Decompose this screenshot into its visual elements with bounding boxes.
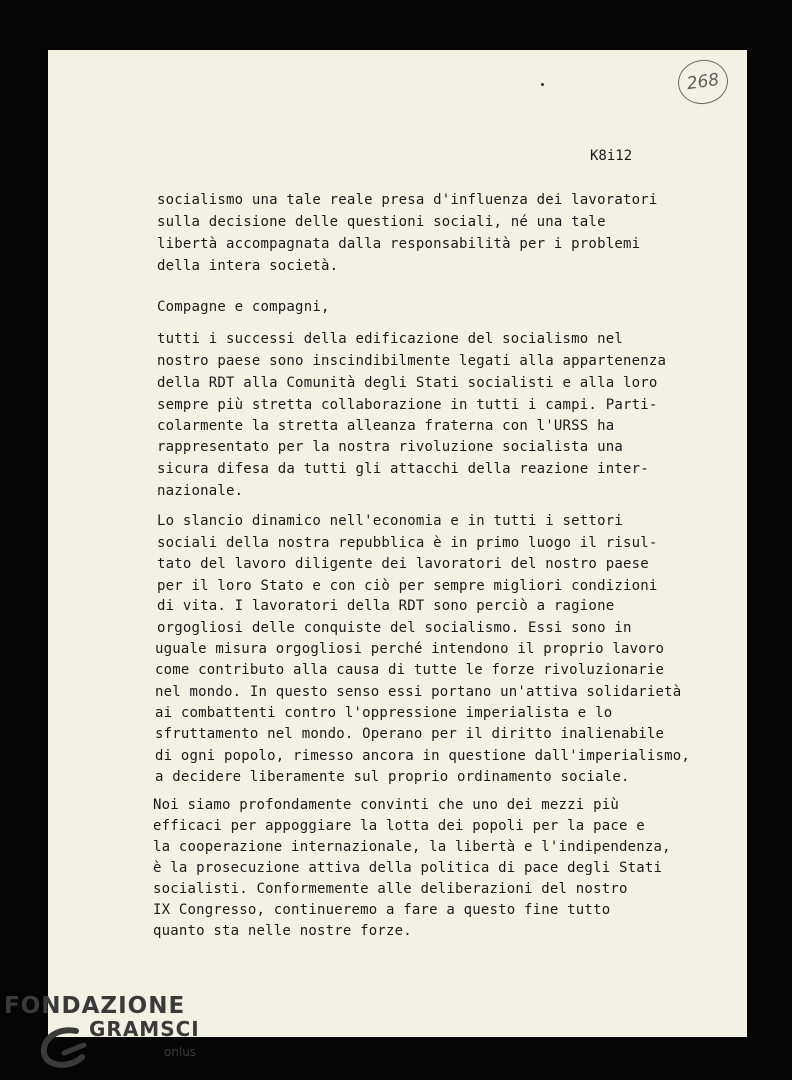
text-line: Compagne e compagni, [157, 299, 330, 315]
text-line: tutti i successi della edificazione del socialismo nel [157, 331, 623, 347]
fondazione-gramsci-watermark [4, 993, 214, 1073]
text-line: di ogni popolo, rimesso ancora in questione dall'imperialismo, [155, 748, 690, 764]
text-line: è la prosecuzione attiva della politica di pace degli Stati [153, 860, 663, 876]
text-line: socialisti. Conformemente alle deliberazioni del nostro [153, 881, 628, 897]
text-line: Lo slancio dinamico nell'economia e in tutti i settori [157, 513, 623, 529]
text-line: sulla decisione delle questioni sociali, né una tale [157, 214, 606, 230]
text-line: colarmente la stretta alleanza fraterna con l'URSS ha [157, 418, 615, 434]
text-line: della RDT alla Comunità degli Stati socialisti e alla loro [157, 375, 658, 391]
archive-number-stamp: 268 [675, 57, 731, 108]
text-line: a decidere liberamente sul proprio ordinamento sociale. [155, 769, 630, 785]
gramsci-logo-icon [36, 1023, 92, 1071]
text-line: di vita. I lavoratori della RDT sono perciò a ragione [157, 598, 615, 614]
text-line: sicura difesa da tutti gli attacchi della reazione inter- [157, 461, 649, 477]
text-line: nostro paese sono inscindibilmente legati alla appartenenza [157, 353, 667, 369]
text-line: Noi siamo profondamente convinti che uno dei mezzi più [153, 797, 619, 813]
watermark-suffix: onlus [164, 1045, 197, 1059]
text-line: sfruttamento nel mondo. Operano per il diritto inalienabile [155, 726, 665, 742]
text-line: sempre più stretta collaborazione in tutti i campi. Parti- [157, 397, 658, 413]
text-line: nel mondo. In questo senso essi portano un'attiva solidarietà [155, 684, 682, 700]
document-code: K8i12 [590, 148, 633, 164]
ink-dot [541, 83, 544, 86]
text-line: uguale misura orgogliosi perché intendono il proprio lavoro [155, 641, 665, 657]
text-line: efficaci per appoggiare la lotta dei popoli per la pace e [153, 818, 645, 834]
text-line: nazionale. [157, 483, 244, 499]
text-line: la cooperazione internazionale, la libertà e l'indipendenza, [153, 839, 671, 855]
text-line: tato del lavoro diligente dei lavoratori del nostro paese [157, 556, 649, 572]
watermark-line2: GRAMSCI [89, 1017, 200, 1041]
text-line: rappresentato per la nostra rivoluzione socialista una [157, 439, 623, 455]
watermark-line1: FONDAZIONE [4, 993, 186, 1019]
text-line: per il loro Stato e con ciò per sempre migliori condizioni [157, 578, 658, 594]
text-line: della intera società. [157, 258, 339, 274]
text-line: ai combattenti contro l'oppressione imperialista e lo [155, 705, 613, 721]
text-line: socialismo una tale reale presa d'influenza dei lavoratori [157, 192, 658, 208]
text-line: orgogliosi delle conquiste del socialismo. Essi sono in [157, 620, 632, 636]
text-line: IX Congresso, continueremo a fare a questo fine tutto [153, 902, 611, 918]
text-line: libertà accompagnata dalla responsabilità per i problemi [157, 236, 641, 252]
text-line: sociali della nostra repubblica è in primo luogo il risul- [157, 535, 658, 551]
text-line: quanto sta nelle nostre forze. [153, 923, 412, 939]
text-line: come contributo alla causa di tutte le forze rivoluzionarie [155, 662, 665, 678]
